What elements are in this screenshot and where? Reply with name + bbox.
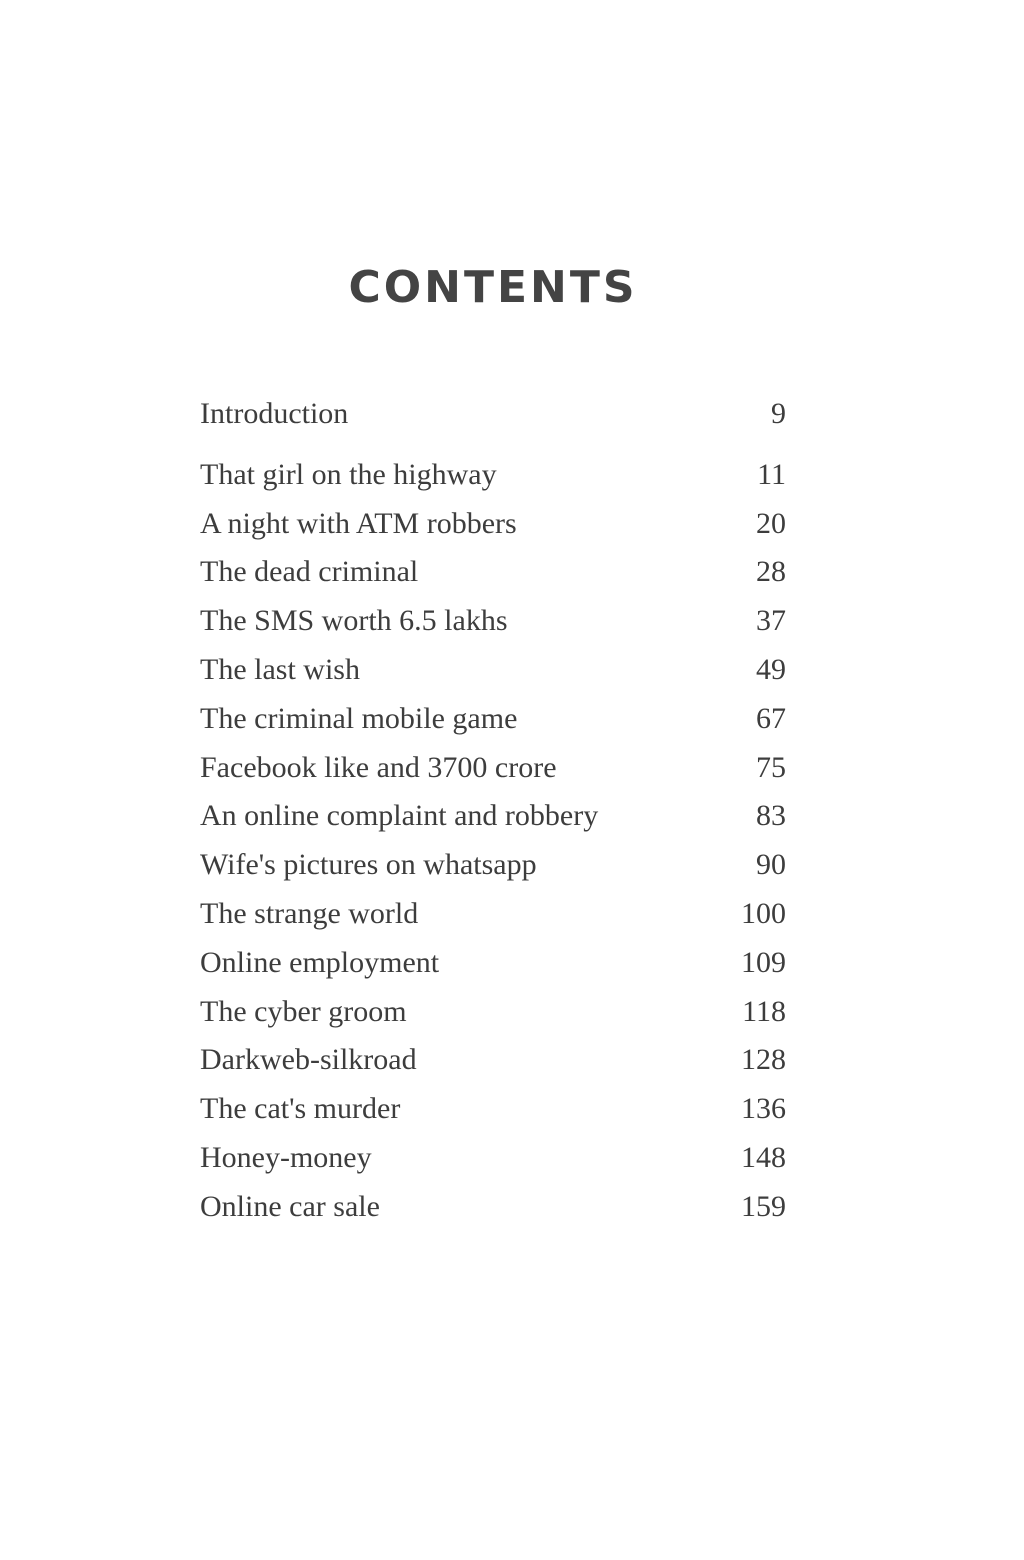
- toc-entry-page-number: 128: [741, 1043, 786, 1077]
- toc-entry-title: The cyber groom: [200, 994, 407, 1028]
- toc-entry-title: Darkweb-silkroad: [200, 1043, 417, 1077]
- toc-entry: [200, 548, 786, 597]
- toc-entry-page-number: 9: [771, 397, 786, 430]
- toc-entry-page-number: 148: [741, 1140, 786, 1174]
- toc-entry-page-number: 28: [756, 555, 786, 589]
- toc-entry-page-number: 136: [741, 1092, 786, 1126]
- toc-entry-page-number: 109: [741, 945, 786, 979]
- toc-entry-page-number: 83: [756, 799, 786, 833]
- toc-entry-title: The strange world: [200, 896, 419, 930]
- toc-entry-title: Online employment: [200, 945, 440, 979]
- toc-entry: [200, 939, 786, 988]
- toc-entry-title: Facebook like and 3700 crore: [200, 750, 557, 784]
- toc-entry: [200, 597, 786, 646]
- toc-entry-page-number: 90: [756, 848, 786, 882]
- toc-entry: [200, 646, 786, 695]
- contents-heading: CONTENTS: [348, 262, 638, 313]
- toc-entry-title: That girl on the highway: [200, 457, 497, 491]
- toc-entry-title: The cat's murder: [200, 1092, 401, 1126]
- toc-entry-title: Online car sale: [200, 1189, 380, 1223]
- toc-entry-page-number: 100: [741, 896, 786, 930]
- toc-entry-page-number: 11: [757, 457, 786, 491]
- toc-entry-title: Honey-money: [200, 1140, 372, 1174]
- toc-entry: [200, 1183, 786, 1232]
- toc-entry-title: A night with ATM robbers: [200, 506, 517, 540]
- toc-entry: [200, 500, 786, 549]
- toc-entry: [200, 695, 786, 744]
- toc-entry: [200, 1134, 786, 1183]
- toc-entry-page-number: 159: [741, 1189, 786, 1223]
- toc-entry-page-number: 20: [756, 506, 786, 540]
- toc-entry: [200, 1085, 786, 1134]
- toc-entry: [200, 792, 786, 841]
- toc-entry: [200, 1036, 786, 1085]
- toc-entry-introduction: [200, 390, 786, 439]
- toc-entry-title: An online complaint and robbery: [200, 799, 599, 833]
- toc-entry-page-number: 75: [756, 750, 786, 784]
- toc-entry-page-number: 118: [742, 994, 786, 1028]
- toc-entry: [200, 988, 786, 1037]
- toc-entry: [200, 744, 786, 793]
- toc-entry-title: The criminal mobile game: [200, 701, 518, 735]
- toc-entry: [200, 890, 786, 939]
- table-of-contents: [200, 390, 786, 1232]
- toc-entry-page-number: 67: [756, 701, 786, 735]
- toc-entry-title: The dead criminal: [200, 555, 419, 589]
- toc-entry-page-number: 49: [756, 652, 786, 686]
- toc-entry-title: The SMS worth 6.5 lakhs: [200, 604, 508, 638]
- toc-entry-title: The last wish: [200, 652, 360, 686]
- toc-entry-title: Wife's pictures on whatsapp: [200, 848, 537, 882]
- toc-entry-title: Introduction: [200, 397, 349, 430]
- toc-entry-page-number: 37: [756, 604, 786, 638]
- toc-entry: [200, 451, 786, 500]
- toc-entry: [200, 841, 786, 890]
